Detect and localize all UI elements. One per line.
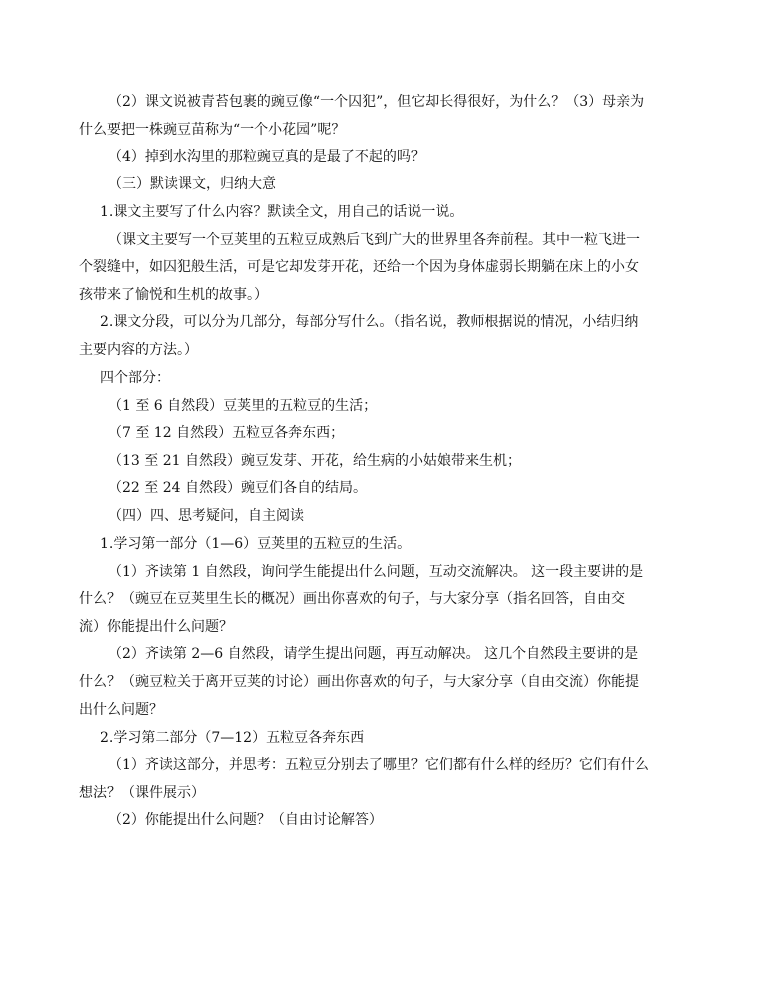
text-line: 个裂缝中，如囚犯般生活，可是它却发芽开花，还给一个因为身体虚弱长期躺在床上的小女 xyxy=(79,259,639,275)
text-line: （课文主要写一个豆荚里的五粒豆成熟后飞到广大的世界里各奔前程。其中一粒飞进一 xyxy=(108,232,640,248)
text-line: （2）课文说被青苔包裹的豌豆像“一个囚犯”，但它却长得很好，为什么？（3）母亲为 xyxy=(108,94,645,110)
text-line: （三）默读课文，归纳大意 xyxy=(108,176,276,192)
text-line: 孩带来了愉悦和生机的故事。） xyxy=(79,287,268,303)
text-line: 2.课文分段，可以分为几部分，每部分写什么。（指名说，教师根据说的情况，小结归纳 xyxy=(100,314,639,330)
text-line: 主要内容的方法。） xyxy=(79,342,198,358)
text-line: （1 至 6 自然段）豆荚里的五粒豆的生活； xyxy=(108,398,378,414)
text-line: 什么？（豌豆粒关于离开豆荚的讨论）画出你喜欢的句子，与大家分享（自由交流）你能提 xyxy=(79,674,639,690)
text-line: 什么要把一株豌豆苗称为“一个小花园”呢？ xyxy=(79,122,346,138)
text-line: 1.学习第一部分（1—6）豆荚里的五粒豆的生活。 xyxy=(100,536,412,552)
text-line: （1）齐读第 1 自然段，询问学生能提出什么问题，互动交流解决。 这一段主要讲的是 xyxy=(108,564,644,580)
text-line: 想法？（课件展示） xyxy=(79,785,205,801)
text-line: （四）四、思考疑问，自主阅读 xyxy=(108,508,304,524)
text-line: 流）你能提出什么问题？ xyxy=(79,619,233,635)
text-line: （4）掉到水沟里的那粒豌豆真的是最了不起的吗？ xyxy=(108,149,425,165)
text-line: 出什么问题？ xyxy=(79,702,163,718)
text-line: （1）齐读这部分，并思考：五粒豆分别去了哪里？它们都有什么样的经历？它们有什么 xyxy=(108,757,649,773)
text-line: 2.学习第二部分（7—12）五粒豆各奔东西 xyxy=(100,730,365,746)
text-line: （22 至 24 自然段）豌豆们各自的结局。 xyxy=(108,480,367,496)
text-line: （7 至 12 自然段）五粒豆各奔东西； xyxy=(108,425,345,441)
text-line: （2）你能提出什么问题？（自由讨论解答） xyxy=(108,812,383,828)
text-line: 1.课文主要写了什么内容？默读全文，用自己的话说一说。 xyxy=(100,204,464,220)
text-line: （2）齐读第 2—6 自然段，请学生提出问题，再互动解决。 这几个自然段主要讲的是 xyxy=(108,646,639,662)
text-line: 四个部分： xyxy=(100,370,170,386)
text-line: 什么？（豌豆在豆荚里生长的概况）画出你喜欢的句子，与大家分享（指名回答，自由交 xyxy=(79,591,625,607)
text-line: （13 至 21 自然段）豌豆发芽、开花，给生病的小姑娘带来生机； xyxy=(108,453,521,469)
